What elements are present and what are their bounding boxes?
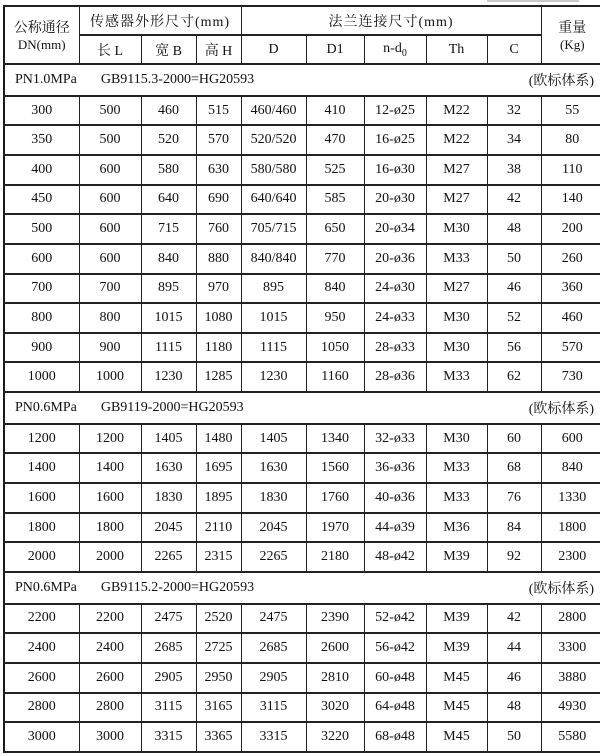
cell-th: M45 bbox=[426, 663, 487, 693]
table-row bbox=[4, 214, 600, 244]
cell-height-h: 2725 bbox=[196, 633, 241, 663]
cell-width-b: 895 bbox=[141, 274, 196, 304]
cell-n-d0: 32-ø33 bbox=[364, 424, 426, 454]
cell-d1: 1970 bbox=[306, 513, 364, 543]
cell-weight: 200 bbox=[541, 214, 600, 244]
header-length-l: 长 L bbox=[79, 35, 141, 64]
cell-width-b: 1230 bbox=[141, 362, 196, 392]
section-standard-code: GB9115.2-2000=HG20593 bbox=[100, 579, 255, 595]
header-row-2 bbox=[4, 35, 600, 64]
cell-height-h: 880 bbox=[196, 244, 241, 274]
cell-width-b: 840 bbox=[141, 244, 196, 274]
cell-n-d0: 64-ø48 bbox=[364, 693, 426, 723]
cell-d1: 3020 bbox=[306, 693, 364, 723]
table-row bbox=[4, 722, 600, 752]
cell-d1: 2390 bbox=[306, 604, 364, 634]
cell-width-b: 3115 bbox=[141, 693, 196, 723]
cell-dn: 400 bbox=[4, 155, 79, 185]
cell-weight: 460 bbox=[541, 303, 600, 333]
cell-d1: 950 bbox=[306, 303, 364, 333]
cell-th: M30 bbox=[426, 303, 487, 333]
cell-weight: 600 bbox=[541, 424, 600, 454]
header-n-d0 bbox=[364, 35, 426, 64]
cell-c: 52 bbox=[487, 303, 541, 333]
cell-dn: 450 bbox=[4, 185, 79, 215]
cell-weight: 1800 bbox=[541, 513, 600, 543]
cell-c: 48 bbox=[487, 693, 541, 723]
cell-dn: 2400 bbox=[4, 633, 79, 663]
table-row bbox=[4, 274, 600, 304]
cell-n-d0: 20-ø36 bbox=[364, 244, 426, 274]
cell-length-l: 1400 bbox=[79, 453, 141, 483]
cell-d: 3115 bbox=[241, 693, 306, 723]
header-weight-title: 重量 bbox=[558, 21, 587, 36]
cell-length-l: 1600 bbox=[79, 483, 141, 513]
cell-weight: 110 bbox=[541, 155, 600, 185]
cell-height-h: 515 bbox=[196, 96, 241, 126]
cell-d: 705/715 bbox=[241, 214, 306, 244]
cell-d1: 770 bbox=[306, 244, 364, 274]
cell-th: M45 bbox=[426, 693, 487, 723]
cell-weight: 3880 bbox=[541, 663, 600, 693]
cell-width-b: 520 bbox=[141, 125, 196, 155]
cell-th: M45 bbox=[426, 722, 487, 752]
cell-c: 46 bbox=[487, 274, 541, 304]
table-row bbox=[4, 244, 600, 274]
cell-d: 1115 bbox=[241, 333, 306, 363]
header-dn-title: 公称通径 bbox=[13, 21, 70, 36]
cell-height-h: 1180 bbox=[196, 333, 241, 363]
cell-dn: 1400 bbox=[4, 453, 79, 483]
cell-length-l: 900 bbox=[79, 333, 141, 363]
header-th: Th bbox=[426, 35, 487, 64]
cell-c: 56 bbox=[487, 333, 541, 363]
cell-length-l: 800 bbox=[79, 303, 141, 333]
header-sensor-group: 传感器外形尺寸(mm) bbox=[79, 6, 241, 35]
cell-height-h: 2315 bbox=[196, 542, 241, 572]
cell-height-h: 2950 bbox=[196, 663, 241, 693]
cell-n-d0: 36-ø36 bbox=[364, 453, 426, 483]
section-row bbox=[4, 64, 600, 96]
cell-n-d0: 68-ø48 bbox=[364, 722, 426, 752]
cell-length-l: 1800 bbox=[79, 513, 141, 543]
cell-width-b: 640 bbox=[141, 185, 196, 215]
header-height-h: 高 H bbox=[196, 35, 241, 64]
cell-th: M39 bbox=[426, 604, 487, 634]
cell-c: 62 bbox=[487, 362, 541, 392]
cell-height-h: 1895 bbox=[196, 483, 241, 513]
cell-c: 60 bbox=[487, 424, 541, 454]
table-row bbox=[4, 424, 600, 454]
cell-length-l: 500 bbox=[79, 96, 141, 126]
cell-c: 34 bbox=[487, 125, 541, 155]
table-row bbox=[4, 96, 600, 126]
cell-d: 2685 bbox=[241, 633, 306, 663]
cell-dn: 500 bbox=[4, 214, 79, 244]
cell-th: M30 bbox=[426, 333, 487, 363]
cell-c: 76 bbox=[487, 483, 541, 513]
cell-width-b: 2905 bbox=[141, 663, 196, 693]
table-row bbox=[4, 483, 600, 513]
section-standard-code: GB9119-2000=HG20593 bbox=[100, 399, 244, 415]
cell-c: 46 bbox=[487, 663, 541, 693]
section-note: (欧标体系) bbox=[528, 73, 595, 89]
cell-dn: 700 bbox=[4, 274, 79, 304]
cell-n-d0: 16-ø30 bbox=[364, 155, 426, 185]
cell-d: 895 bbox=[241, 274, 306, 304]
cell-width-b: 580 bbox=[141, 155, 196, 185]
cell-c: 50 bbox=[487, 722, 541, 752]
cell-dn: 800 bbox=[4, 303, 79, 333]
cell-c: 84 bbox=[487, 513, 541, 543]
cell-n-d0: 20-ø30 bbox=[364, 185, 426, 215]
cell-d: 1830 bbox=[241, 483, 306, 513]
cell-n-d0: 28-ø36 bbox=[364, 362, 426, 392]
cell-n-d0: 44-ø39 bbox=[364, 513, 426, 543]
table-row bbox=[4, 125, 600, 155]
cell-weight: 360 bbox=[541, 274, 600, 304]
cell-d1: 1760 bbox=[306, 483, 364, 513]
cell-length-l: 600 bbox=[79, 214, 141, 244]
cell-dn: 300 bbox=[4, 96, 79, 126]
cell-width-b: 715 bbox=[141, 214, 196, 244]
cell-height-h: 630 bbox=[196, 155, 241, 185]
cell-n-d0: 12-ø25 bbox=[364, 96, 426, 126]
header-weight-unit: (Kg) bbox=[560, 37, 585, 52]
cell-weight: 5580 bbox=[541, 722, 600, 752]
cell-weight: 2300 bbox=[541, 542, 600, 572]
cell-d: 640/640 bbox=[241, 185, 306, 215]
cell-d: 1630 bbox=[241, 453, 306, 483]
cell-n-d0: 48-ø42 bbox=[364, 542, 426, 572]
cell-height-h: 760 bbox=[196, 214, 241, 244]
cell-width-b: 2045 bbox=[141, 513, 196, 543]
cell-d1: 2180 bbox=[306, 542, 364, 572]
cell-th: M22 bbox=[426, 125, 487, 155]
cell-weight: 3300 bbox=[541, 633, 600, 663]
cell-d: 2475 bbox=[241, 604, 306, 634]
cell-length-l: 2200 bbox=[79, 604, 141, 634]
section-row bbox=[4, 572, 600, 604]
cell-c: 44 bbox=[487, 633, 541, 663]
cell-length-l: 600 bbox=[79, 155, 141, 185]
cell-height-h: 690 bbox=[196, 185, 241, 215]
cell-d1: 3220 bbox=[306, 722, 364, 752]
cell-width-b: 2685 bbox=[141, 633, 196, 663]
header-n-d0-main: n-d bbox=[383, 40, 402, 56]
cell-d: 580/580 bbox=[241, 155, 306, 185]
section-standard-code: GB9115.3-2000=HG20593 bbox=[100, 71, 255, 87]
cell-d: 840/840 bbox=[241, 244, 306, 274]
cell-dn: 1600 bbox=[4, 483, 79, 513]
cell-d1: 650 bbox=[306, 214, 364, 244]
header-width-b: 宽 B bbox=[141, 35, 196, 64]
cell-th: M33 bbox=[426, 483, 487, 513]
cell-th: M30 bbox=[426, 214, 487, 244]
table-row bbox=[4, 333, 600, 363]
cell-height-h: 570 bbox=[196, 125, 241, 155]
cell-c: 42 bbox=[487, 604, 541, 634]
cell-d1: 1160 bbox=[306, 362, 364, 392]
table-row bbox=[4, 633, 600, 663]
cell-th: M27 bbox=[426, 155, 487, 185]
header-weight bbox=[541, 6, 600, 64]
cell-th: M33 bbox=[426, 244, 487, 274]
cell-d1: 1560 bbox=[306, 453, 364, 483]
cell-dn: 1000 bbox=[4, 362, 79, 392]
header-n-d0-sub: 0 bbox=[401, 47, 407, 59]
cell-dn: 900 bbox=[4, 333, 79, 363]
cell-d1: 585 bbox=[306, 185, 364, 215]
cell-c: 48 bbox=[487, 214, 541, 244]
table-header bbox=[4, 6, 600, 64]
table-row bbox=[4, 303, 600, 333]
section-pressure-rating: PN0.6MPa bbox=[15, 399, 77, 415]
cell-d1: 840 bbox=[306, 274, 364, 304]
cell-th: M22 bbox=[426, 96, 487, 126]
cell-th: M33 bbox=[426, 453, 487, 483]
cell-dn: 1800 bbox=[4, 513, 79, 543]
cell-width-b: 2475 bbox=[141, 604, 196, 634]
cell-height-h: 3165 bbox=[196, 693, 241, 723]
header-dn bbox=[4, 6, 79, 64]
table-row bbox=[4, 453, 600, 483]
cell-height-h: 970 bbox=[196, 274, 241, 304]
scan-artifact bbox=[487, 0, 579, 2]
cell-dn: 2800 bbox=[4, 693, 79, 723]
cell-weight: 2800 bbox=[541, 604, 600, 634]
cell-c: 92 bbox=[487, 542, 541, 572]
cell-d: 460/460 bbox=[241, 96, 306, 126]
section-row bbox=[4, 392, 600, 424]
cell-th: M27 bbox=[426, 185, 487, 215]
section-cell bbox=[4, 572, 600, 604]
cell-height-h: 2520 bbox=[196, 604, 241, 634]
cell-d: 1015 bbox=[241, 303, 306, 333]
table-row bbox=[4, 155, 600, 185]
cell-d1: 2600 bbox=[306, 633, 364, 663]
cell-c: 42 bbox=[487, 185, 541, 215]
cell-length-l: 2600 bbox=[79, 663, 141, 693]
cell-n-d0: 52-ø42 bbox=[364, 604, 426, 634]
table-row bbox=[4, 513, 600, 543]
header-row-1 bbox=[4, 6, 600, 35]
cell-d1: 410 bbox=[306, 96, 364, 126]
cell-n-d0: 60-ø48 bbox=[364, 663, 426, 693]
cell-d: 2265 bbox=[241, 542, 306, 572]
header-d: D bbox=[241, 35, 306, 64]
table-row bbox=[4, 604, 600, 634]
cell-length-l: 600 bbox=[79, 185, 141, 215]
table-row bbox=[4, 693, 600, 723]
cell-d1: 1340 bbox=[306, 424, 364, 454]
cell-weight: 570 bbox=[541, 333, 600, 363]
section-note: (欧标体系) bbox=[528, 401, 595, 417]
cell-dn: 350 bbox=[4, 125, 79, 155]
cell-weight: 80 bbox=[541, 125, 600, 155]
cell-c: 32 bbox=[487, 96, 541, 126]
cell-d: 520/520 bbox=[241, 125, 306, 155]
cell-d1: 525 bbox=[306, 155, 364, 185]
section-pressure-rating: PN0.6MPa bbox=[15, 579, 77, 595]
cell-width-b: 2265 bbox=[141, 542, 196, 572]
cell-width-b: 3315 bbox=[141, 722, 196, 752]
section-pressure-rating: PN1.0MPa bbox=[15, 71, 77, 87]
cell-length-l: 1000 bbox=[79, 362, 141, 392]
cell-dn: 2600 bbox=[4, 663, 79, 693]
cell-weight: 260 bbox=[541, 244, 600, 274]
table-row bbox=[4, 185, 600, 215]
cell-d1: 470 bbox=[306, 125, 364, 155]
cell-th: M39 bbox=[426, 633, 487, 663]
cell-length-l: 700 bbox=[79, 274, 141, 304]
cell-d: 2045 bbox=[241, 513, 306, 543]
cell-width-b: 1405 bbox=[141, 424, 196, 454]
cell-n-d0: 20-ø34 bbox=[364, 214, 426, 244]
cell-n-d0: 16-ø25 bbox=[364, 125, 426, 155]
cell-weight: 4930 bbox=[541, 693, 600, 723]
cell-d: 1230 bbox=[241, 362, 306, 392]
cell-th: M36 bbox=[426, 513, 487, 543]
cell-width-b: 1115 bbox=[141, 333, 196, 363]
cell-length-l: 1200 bbox=[79, 424, 141, 454]
cell-height-h: 3365 bbox=[196, 722, 241, 752]
table-row bbox=[4, 362, 600, 392]
cell-width-b: 1830 bbox=[141, 483, 196, 513]
cell-d1: 1050 bbox=[306, 333, 364, 363]
dimension-spec-table bbox=[3, 5, 600, 753]
cell-n-d0: 56-ø42 bbox=[364, 633, 426, 663]
cell-d: 3315 bbox=[241, 722, 306, 752]
section-cell bbox=[4, 64, 600, 96]
cell-dn: 2200 bbox=[4, 604, 79, 634]
cell-th: M39 bbox=[426, 542, 487, 572]
cell-weight: 140 bbox=[541, 185, 600, 215]
cell-dn: 3000 bbox=[4, 722, 79, 752]
cell-n-d0: 28-ø33 bbox=[364, 333, 426, 363]
table-row bbox=[4, 542, 600, 572]
cell-height-h: 1695 bbox=[196, 453, 241, 483]
cell-d: 1405 bbox=[241, 424, 306, 454]
cell-width-b: 460 bbox=[141, 96, 196, 126]
cell-height-h: 1285 bbox=[196, 362, 241, 392]
cell-weight: 55 bbox=[541, 96, 600, 126]
cell-length-l: 500 bbox=[79, 125, 141, 155]
header-dn-unit: DN(mm) bbox=[17, 37, 66, 52]
cell-weight: 730 bbox=[541, 362, 600, 392]
table-body bbox=[4, 64, 600, 752]
cell-length-l: 2000 bbox=[79, 542, 141, 572]
table-row bbox=[4, 663, 600, 693]
cell-weight: 1330 bbox=[541, 483, 600, 513]
cell-width-b: 1015 bbox=[141, 303, 196, 333]
cell-weight: 840 bbox=[541, 453, 600, 483]
cell-th: M33 bbox=[426, 362, 487, 392]
cell-length-l: 600 bbox=[79, 244, 141, 274]
cell-th: M30 bbox=[426, 424, 487, 454]
cell-c: 68 bbox=[487, 453, 541, 483]
cell-length-l: 3000 bbox=[79, 722, 141, 752]
cell-height-h: 2110 bbox=[196, 513, 241, 543]
cell-n-d0: 24-ø30 bbox=[364, 274, 426, 304]
cell-n-d0: 24-ø33 bbox=[364, 303, 426, 333]
cell-width-b: 1630 bbox=[141, 453, 196, 483]
header-d1: D1 bbox=[306, 35, 364, 64]
cell-c: 50 bbox=[487, 244, 541, 274]
section-note: (欧标体系) bbox=[528, 581, 595, 597]
header-c: C bbox=[487, 35, 541, 64]
cell-n-d0: 40-ø36 bbox=[364, 483, 426, 513]
cell-c: 38 bbox=[487, 155, 541, 185]
cell-height-h: 1480 bbox=[196, 424, 241, 454]
cell-dn: 2000 bbox=[4, 542, 79, 572]
cell-dn: 600 bbox=[4, 244, 79, 274]
cell-d1: 2810 bbox=[306, 663, 364, 693]
section-cell bbox=[4, 392, 600, 424]
cell-d: 2905 bbox=[241, 663, 306, 693]
cell-th: M27 bbox=[426, 274, 487, 304]
cell-length-l: 2800 bbox=[79, 693, 141, 723]
cell-height-h: 1080 bbox=[196, 303, 241, 333]
header-flange-group: 法兰连接尺寸(mm) bbox=[241, 6, 541, 35]
cell-dn: 1200 bbox=[4, 424, 79, 454]
cell-length-l: 2400 bbox=[79, 633, 141, 663]
